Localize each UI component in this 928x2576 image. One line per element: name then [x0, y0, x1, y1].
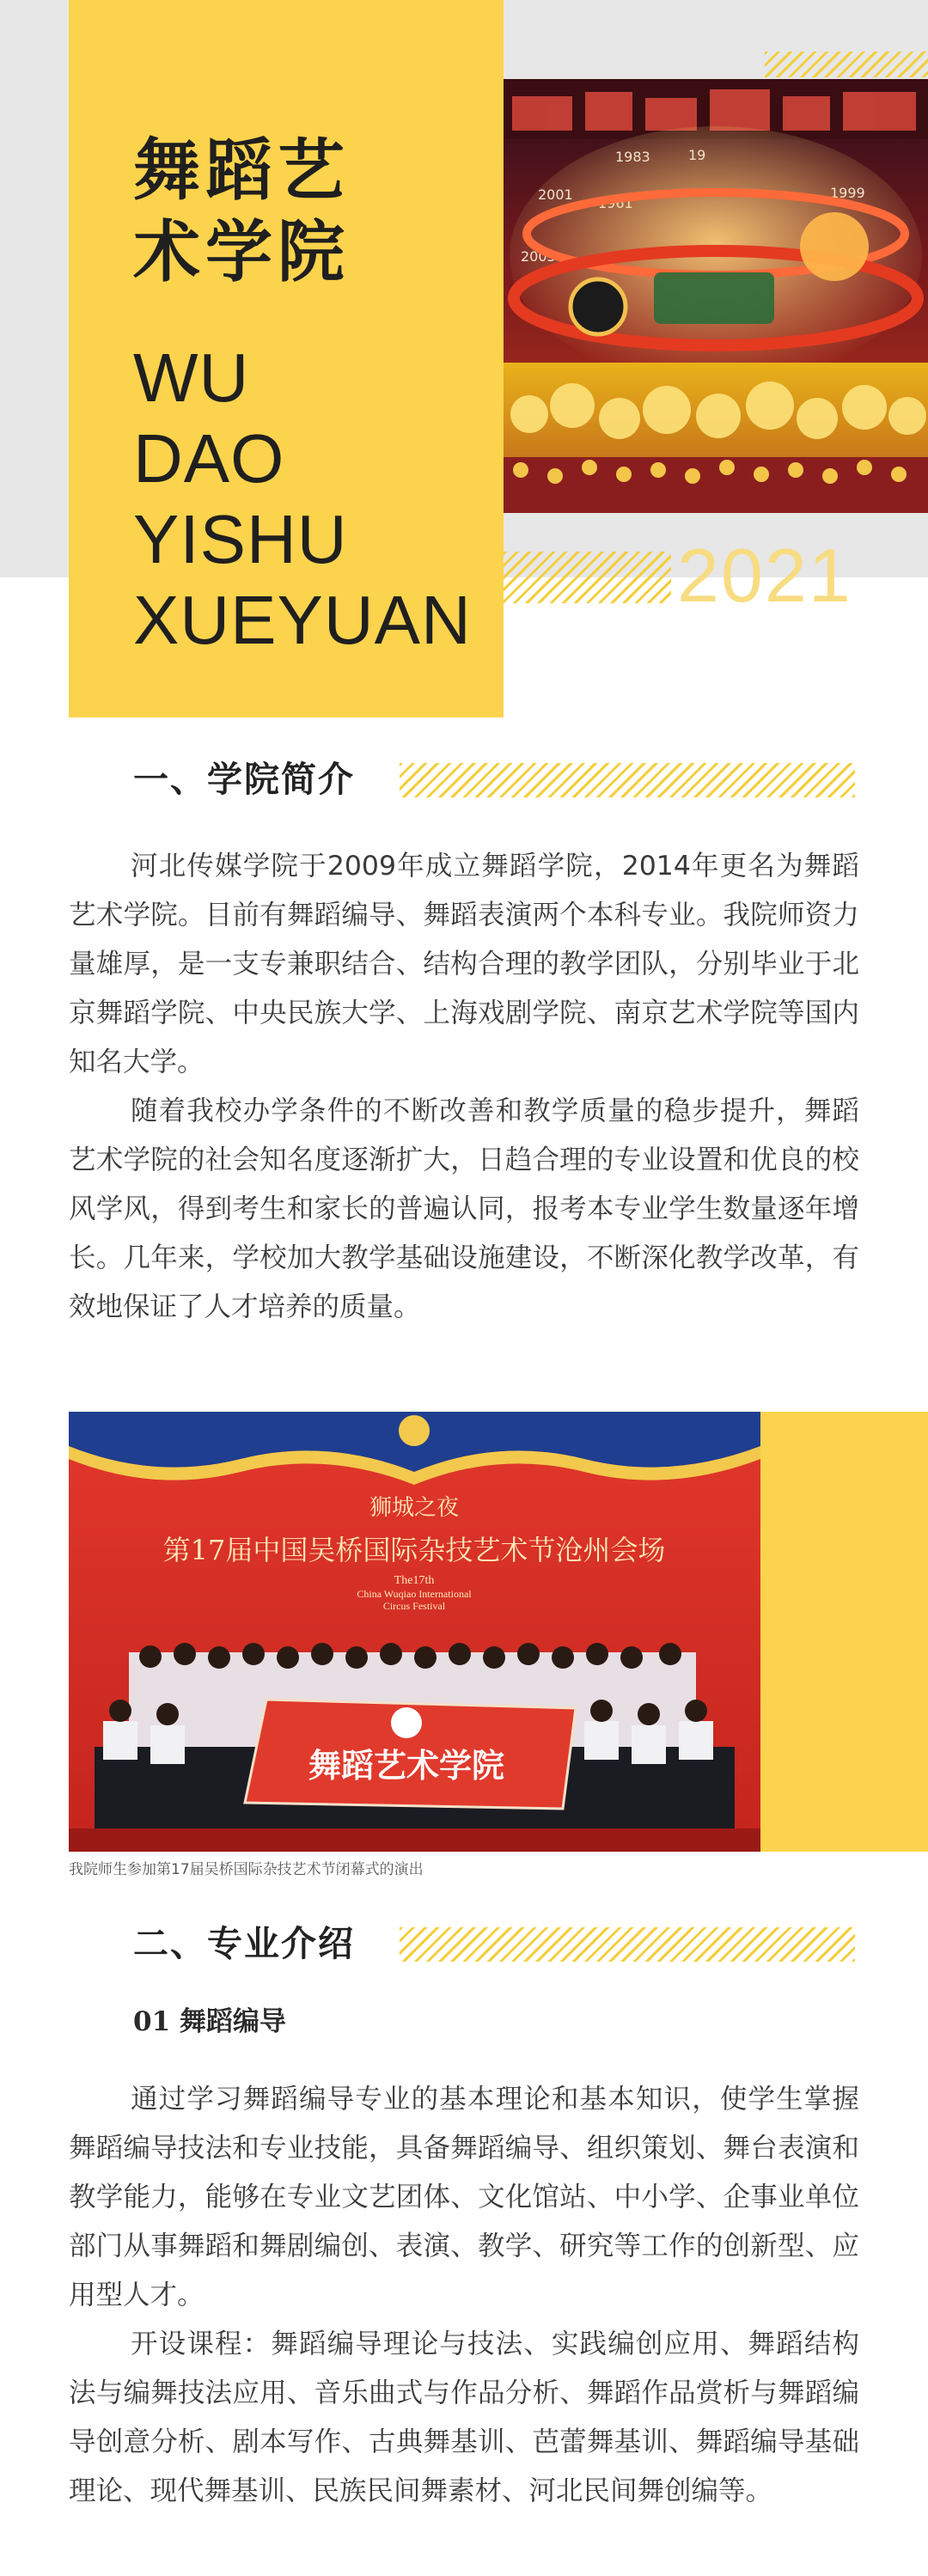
college-banner [245, 1700, 576, 1809]
photo2-yellow-block [760, 1412, 928, 1852]
hero-title-cn-line1: 舞蹈艺 [133, 132, 351, 210]
backdrop-en-line2: China Wuqiao International [357, 1588, 472, 1600]
group-photo-illustration [69, 1412, 760, 1852]
section2-heading-hatch [400, 1927, 855, 1962]
section2-heading: 二、专业介绍 [133, 1923, 355, 1964]
backdrop-en-line1: The17th [394, 1574, 435, 1587]
hero-stage-photo [504, 79, 928, 513]
stage-illustration [504, 79, 928, 513]
hero-title-en-line2: DAO [133, 420, 285, 497]
hero-title-en-line3: YISHU [133, 501, 348, 577]
backdrop-en-line3: Circus Festival [382, 1600, 446, 1612]
section1-paragraph-1: 河北传媒学院于2009年成立舞蹈学院，2014年更名为舞蹈艺术学院。目前有舞蹈编导、舞蹈表演两个本科专业。我院师资力量雄厚，是一支专兼职结合、结构合理的教学团队，分别毕业于北京舞蹈学院、中央民族大学、上海戏剧学院、南京艺术学院等国内知名大学。 [69, 851, 859, 1077]
hero-title-cn-line2: 术学院 [133, 214, 351, 291]
hero-year: 2021 [677, 533, 852, 618]
section2-paragraph-1: 通过学习舞蹈编导专业的基本理论和基本知识，使学生掌握舞蹈编导技法和专业技能，具备舞蹈编导、组织策划、舞台表演和教学能力，能够在专业文艺团体、文化馆站、中小学、企事业单位部门从事舞蹈和舞剧编创、表演、教学、研究等工作的创新型、应用型人才。 [69, 2084, 859, 2310]
hero-title-en-line1: WU [133, 339, 250, 416]
section1-heading: 一、学院简介 [133, 759, 355, 800]
hero-title-en-line4: XUEYUAN [133, 582, 472, 658]
section2-paragraph-2: 开设课程：舞蹈编导理论与技法、实践编创应用、舞蹈结构法与编舞技法应用、音乐曲式与作品分析、舞蹈作品赏析与舞蹈编导创意分析、剧本写作、古典舞基训、芭蕾舞基训、舞蹈编导基础理论、现代舞基训、民族民间舞素材、河北民间舞创编等。 [69, 2329, 859, 2506]
hero-hatch-top [765, 52, 928, 77]
hero-hatch-bottom [504, 552, 671, 603]
backdrop-line2: 第17届中国吴桥国际杂技艺术节沧州会场 [162, 1534, 666, 1566]
section1-heading-hatch [400, 763, 855, 797]
banner-text: 舞蹈艺术学院 [308, 1747, 505, 1785]
photo2-caption: 我院师生参加第17届吴桥国际杂技艺术节闭幕式的演出 [69, 1861, 424, 1878]
subsection-01-title: 01 舞蹈编导 [133, 2006, 286, 2037]
section1-paragraph-2: 随着我校办学条件的不断改善和教学质量的稳步提升，舞蹈艺术学院的社会知名度逐渐扩大，日趋合理的专业设置和优良的校风学风，得到考生和家长的普遍认同，报考本专业学生数量逐年增长。几年来，学校加大教学基础设施建设，不断深化教学改革，有效地保证了人才培养的质量。 [69, 1096, 859, 1322]
backdrop-line1: 狮城之夜 [369, 1495, 460, 1521]
photo2-group-photo [69, 1412, 760, 1852]
